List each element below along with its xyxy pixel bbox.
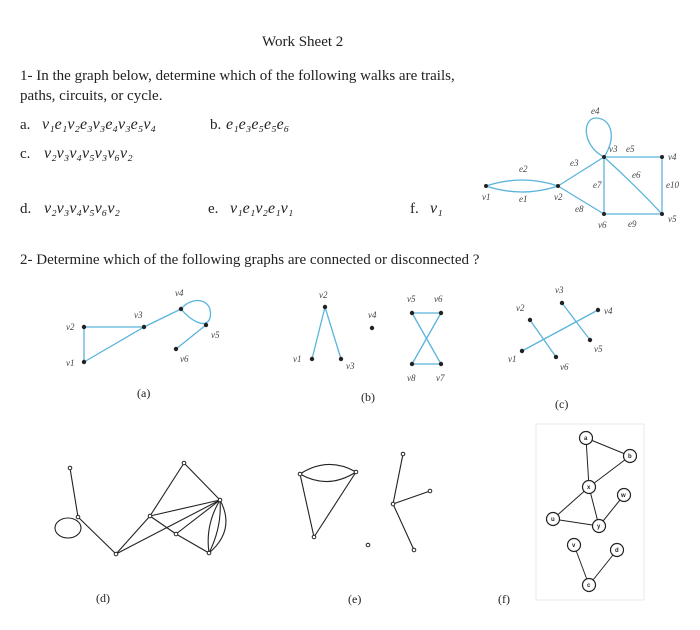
- gb-label-v4: v4: [368, 310, 377, 320]
- graph-b-caption: (b): [361, 390, 375, 404]
- q1-a-walk: v₁e₁v₂e₃v₃e₄v₃e₅v₄: [42, 116, 156, 133]
- gf-label-d: d: [615, 548, 619, 554]
- graph-c-caption: (c): [555, 397, 569, 411]
- g1-label-v1: v1: [482, 192, 491, 202]
- graph-d-caption: (d): [96, 591, 110, 605]
- q1-e-walk: v₁e₁v₂e₁v₁: [230, 200, 294, 217]
- q1-d-label: d.: [20, 201, 32, 217]
- g1-label-e5: e5: [626, 144, 635, 154]
- q1-b-walk: e₁e₃e₅e₅e₆: [226, 116, 290, 133]
- gb-label-v7: v7: [436, 373, 445, 383]
- ga-label-v3: v3: [134, 310, 143, 320]
- g1-label-v5: v5: [668, 214, 677, 224]
- q1-b-label: b.: [210, 117, 222, 133]
- gf-label-b: b: [628, 454, 632, 460]
- q1-c-walk: v₂v₃v₄v₅v₃v₆v₂: [44, 145, 133, 162]
- gc-label-v6: v6: [560, 362, 569, 372]
- q1-a-label: a.: [20, 117, 31, 133]
- gc-label-v4: v4: [604, 306, 613, 316]
- gf-label-w: w: [621, 493, 626, 499]
- g1-label-e4: e4: [591, 106, 600, 116]
- gf-label-x: x: [587, 485, 591, 491]
- gc-label-v2: v2: [516, 303, 525, 313]
- ga-label-v5: v5: [211, 330, 220, 340]
- g1-label-v2: v2: [554, 192, 563, 202]
- q1-f-label: f.: [410, 201, 419, 217]
- graph-f-caption: (f): [498, 592, 510, 606]
- gb-label-v3: v3: [346, 361, 355, 371]
- graph-a-caption: (a): [137, 386, 151, 400]
- gb-label-v6: v6: [434, 294, 443, 304]
- q1-f-walk: v₁: [430, 200, 443, 217]
- g1-label-e10: e10: [666, 180, 679, 190]
- gb-label-v5: v5: [407, 294, 416, 304]
- g1-label-v6: v6: [598, 220, 607, 230]
- gb-label-v2: v2: [319, 290, 328, 300]
- gc-label-v3: v3: [555, 285, 564, 295]
- graph-e-caption: (e): [348, 592, 362, 606]
- gf-label-y: y: [597, 524, 601, 530]
- q1-text-line1: 1- In the graph below, determine which of the following walks are trails,: [20, 68, 455, 84]
- gf-label-a: a: [584, 436, 588, 442]
- gf-label-c: c: [587, 583, 591, 589]
- g1-label-e2: e2: [519, 164, 528, 174]
- ga-label-v1: v1: [66, 358, 75, 368]
- gf-label-v: v: [572, 543, 576, 549]
- g1-label-e6: e6: [632, 170, 641, 180]
- ga-label-v4: v4: [175, 288, 184, 298]
- ga-label-v2: v2: [66, 322, 75, 332]
- g1-label-e8: e8: [575, 204, 584, 214]
- g1-label-v4: v4: [668, 152, 677, 162]
- page-title: Work Sheet 2: [262, 34, 344, 50]
- q2-text: 2- Determine which of the following graphs are connected or disconnected ?: [20, 252, 480, 268]
- q1-text-line2: paths, circuits, or cycle.: [20, 88, 163, 104]
- gb-label-v1: v1: [293, 354, 302, 364]
- g1-label-e7: e7: [593, 180, 602, 190]
- ga-label-v6: v6: [180, 354, 189, 364]
- g1-label-e3: e3: [570, 158, 579, 168]
- g1-label-v3: v3: [609, 144, 618, 154]
- g1-label-e9: e9: [628, 219, 637, 229]
- g1-label-e1: e1: [519, 194, 528, 204]
- q1-e-label: e.: [208, 201, 219, 217]
- q1-c-label: c.: [20, 146, 31, 162]
- gc-label-v1: v1: [508, 354, 517, 364]
- q1-d-walk: v₂v₃v₄v₅v₆v₂: [44, 200, 120, 217]
- gf-label-u: u: [551, 517, 555, 523]
- gc-label-v5: v5: [594, 344, 603, 354]
- gb-label-v8: v8: [407, 373, 416, 383]
